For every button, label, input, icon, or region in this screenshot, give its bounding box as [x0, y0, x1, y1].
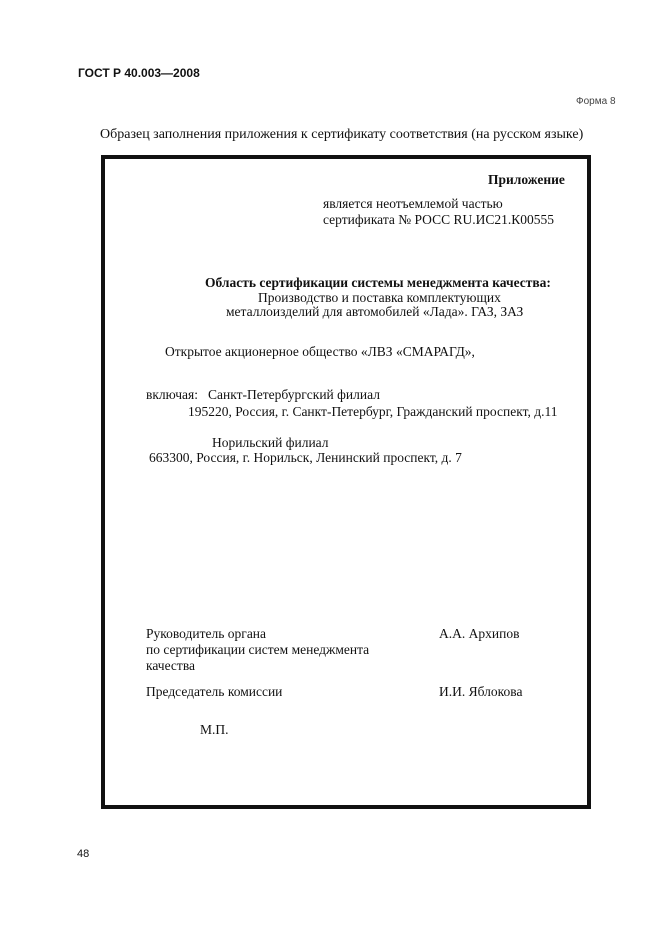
including-label: включая:	[146, 387, 198, 402]
form-label: Форма 8	[576, 96, 616, 107]
annex-heading: Приложение	[488, 172, 565, 187]
company-name: Открытое акционерное общество «ЛВЗ «СМАРАГД»,	[165, 344, 475, 359]
page-number: 48	[77, 848, 90, 860]
chair-name: И.И. Яблокова	[439, 684, 523, 699]
head-title-line-1: Руководитель органа	[146, 626, 267, 641]
seal-label: М.П.	[200, 722, 229, 737]
scope-line-2: металлоизделий для автомобилей «Лада». ГАЗ, ЗАЗ	[226, 304, 524, 319]
head-name: А.А. Архипов	[439, 626, 520, 641]
head-title-line-2: по сертификации систем менеджмента	[146, 642, 370, 657]
annex-line-2: сертификата № РОСС RU.ИС21.К00555	[323, 212, 554, 227]
sample-title: Образец заполнения приложения к сертификату соответствия (на русском языке)	[100, 127, 584, 142]
branch-1-address: 195220, Россия, г. Санкт-Петербург, Гражданский проспект, д.11	[188, 404, 558, 419]
branch-2-address: 663300, Россия, г. Норильск, Ленинский проспект, д. 7	[149, 450, 462, 465]
branch-2-name: Норильский филиал	[212, 435, 329, 450]
document-code: ГОСТ Р 40.003—2008	[78, 66, 200, 80]
scope-line-1: Производство и поставка комплектующих	[258, 290, 501, 305]
annex-line-1: является неотъемлемой частью	[323, 196, 503, 211]
scope-title: Область сертификации системы менеджмента качества:	[205, 275, 551, 290]
branch-1-name: Санкт-Петербургский филиал	[208, 387, 380, 402]
head-title-line-3: качества	[146, 658, 196, 673]
certificate-annex-frame	[101, 155, 591, 809]
chair-title: Председатель комиссии	[146, 684, 283, 699]
